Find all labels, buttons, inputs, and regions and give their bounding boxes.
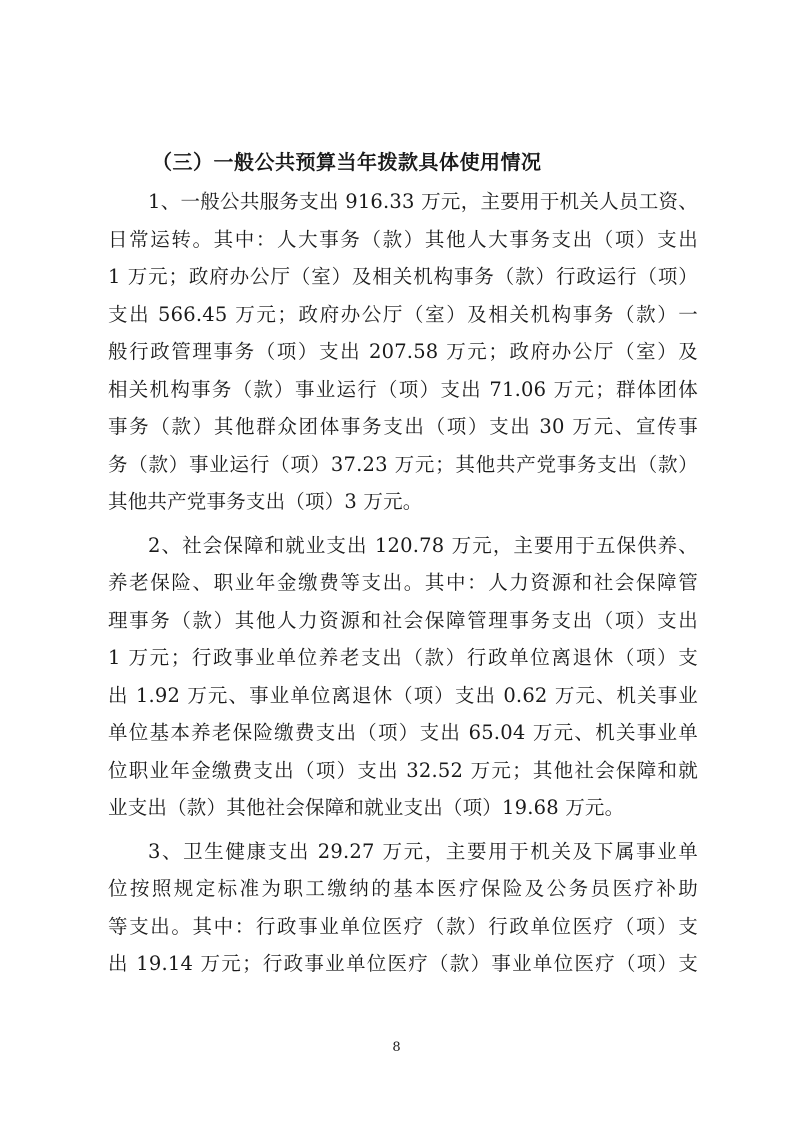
text-line: 3、卫生健康支出 29.27 万元，主要用于机关及下属事业单 (148, 839, 698, 863)
text-line: 出 1.92 万元、事业单位离退休（项）支出 0.62 万元、机关事业 (108, 683, 698, 707)
text-line: 事务（款）其他群众团体事务支出（项）支出 30 万元、宣传事 (108, 415, 698, 438)
text-line: 理事务（款）其他人力资源和社会保障管理事务支出（项）支出 (108, 608, 698, 632)
text-line: 等支出。其中：行政事业单位医疗（款）行政单位医疗（项）支 (108, 914, 698, 938)
text-line: 1 万元；行政事业单位养老支出（款）行政单位离退休（项）支 (108, 646, 698, 669)
text-line: 养老保险、职业年金缴费等支出。其中：人力资源和社会保障管 (108, 571, 698, 594)
text-line: 位按照规定标准为职工缴纳的基本医疗保险及公务员医疗补助 (108, 877, 698, 900)
paragraph-health (108, 833, 698, 983)
text-line: 2、社会保障和就业支出 120.78 万元，主要用于五保供养、 (148, 533, 698, 557)
paragraph-general-public-services (108, 183, 698, 521)
text-line: 相关机构事务（款）事业运行（项）支出 71.06 万元；群体团体 (108, 377, 698, 401)
text-line: 支出 566.45 万元；政府办公厅（室）及相关机构事务（款）一 (108, 302, 698, 326)
text-line: 1 万元；政府办公厅（室）及相关机构事务（款）行政运行（项） (108, 265, 698, 288)
text-line: 日常运转。其中：人大事务（款）其他人大事务支出（项）支出 (108, 227, 698, 251)
text-line: 般行政管理事务（项）支出 207.58 万元；政府办公厅（室）及 (108, 340, 698, 363)
text-line: 业支出（款）其他社会保障和就业支出（项）19.68 万元。 (108, 796, 625, 819)
text-line: 其他共产党事务支出（项）3 万元。 (108, 490, 423, 513)
text-line: 1、一般公共服务支出 916.33 万元，主要用于机关人员工资、 (148, 190, 698, 213)
document-body (108, 183, 698, 983)
section-heading: （三）一般公共预算当年拨款具体使用情况 (152, 150, 542, 174)
text-line: 出 19.14 万元；行政事业单位医疗（款）事业单位医疗（项）支 (108, 952, 698, 975)
text-line: 单位基本养老保险缴费支出（项）支出 65.04 万元、机关事业单 (108, 721, 698, 744)
text-line: 务（款）事业运行（项）37.23 万元；其他共产党事务支出（款） (108, 452, 698, 476)
text-line: 位职业年金缴费支出（项）支出 32.52 万元；其他社会保障和就 (108, 758, 698, 782)
page-number: 8 (392, 1040, 401, 1055)
paragraph-social-security (108, 527, 698, 827)
